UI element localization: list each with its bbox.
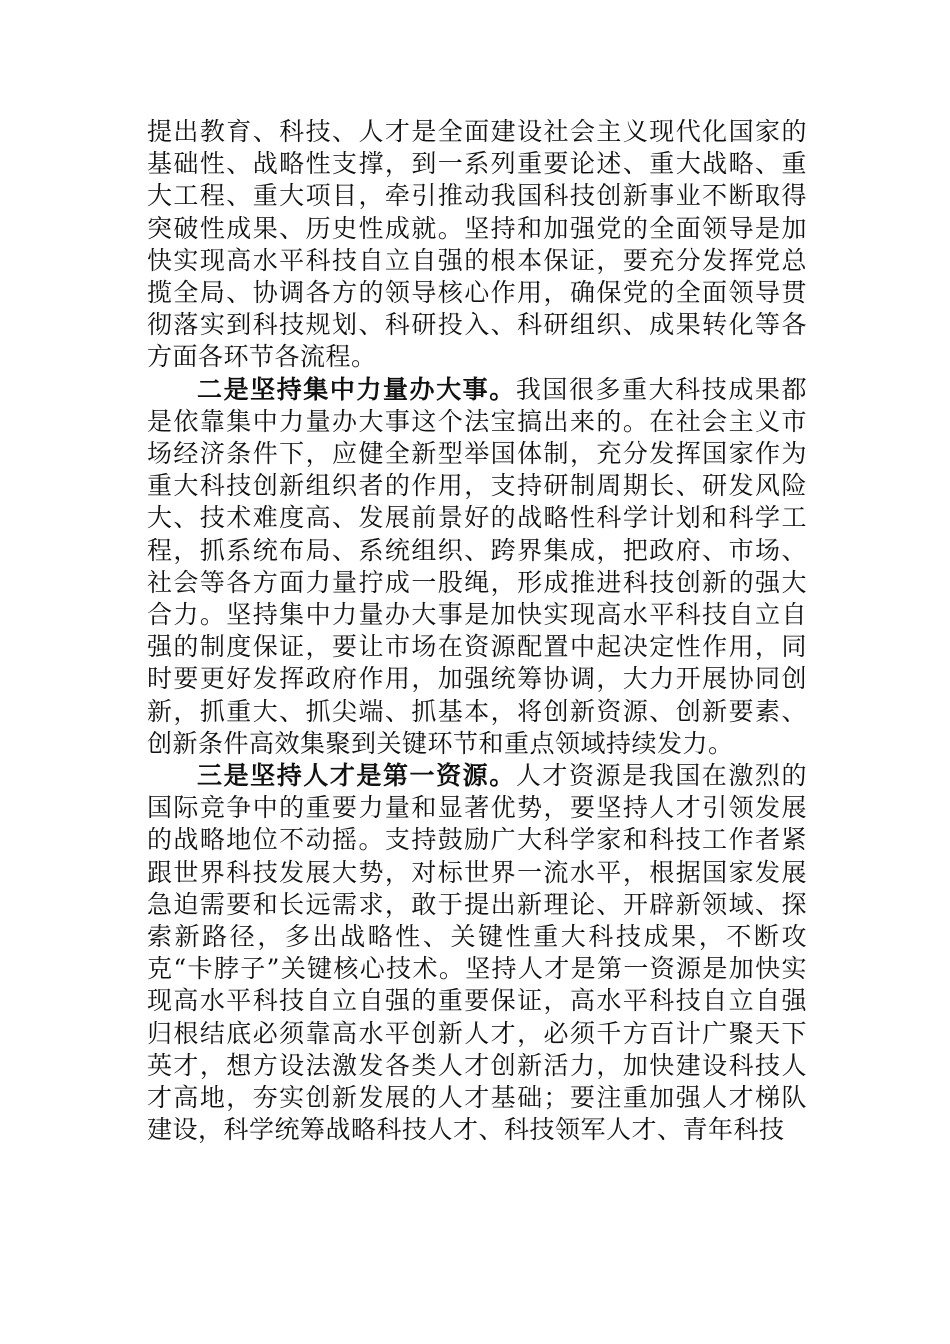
paragraph-1 — [147, 116, 807, 374]
document-page — [147, 116, 807, 1147]
paragraph-1-body: 提出教育、科技、人才是全面建设社会主义现代化国家的基础性、战略性支撑，到一系列重要论述、重大战略、重大工程、重大项目，牵引推动我国科技创新事业不断取得突破性成果、历史性成就。坚持和加强党的全面领导是加快实现高水平科技自立自强的根本保证，要充分发挥党总揽全局、协调各方的领导核心作用，确保党的全面领导贯彻落实到科技规划、科研投入、科研组织、成果转化等各方面各环节各流程。 — [147, 117, 807, 372]
paragraph-3-body: 人才资源是我国在激烈的国际竞争中的重要力量和显著优势，要坚持人才引领发展的战略地位不动摇。支持鼓励广大科学家和科技工作者紧跟世界科技发展大势，对标世界一流水平，根据国家发展急迫需要和长远需求，敢于提出新理论、开辟新领域、探索新路径，多出战略性、关键性重大科技成果，不断攻克“卡脖子”关键核心技术。坚持人才是第一资源是加快实现高水平科技自立自强的重要保证，高水平科技自立自强归根结底必须靠高水平创新人才，必须千方百计广聚天下英才，想方设法激发各类人才创新活力，加快建设科技人才高地，夯实创新发展的人才基础；要注重加强人才梯队建设，科学统筹战略科技人才、科技领军人才、青年科技 — [147, 761, 807, 1145]
paragraph-2-lead: 二是坚持集中力量办大事。 — [197, 374, 516, 404]
paragraph-3-lead: 三是坚持人才是第一资源。 — [197, 761, 516, 791]
paragraph-2-body: 我国很多重大科技成果都是依靠集中力量办大事这个法宝搞出来的。在社会主义市场经济条件下，应健全新型举国体制，充分发挥国家作为重大科技创新组织者的作用，支持研制周期长、研发风险大、技术难度高、发展前景好的战略性科学计划和科学工程，抓系统布局、系统组织、跨界集成，把政府、市场、社会等各方面力量拧成一股绳，形成推进科技创新的强大合力。坚持集中力量办大事是加快实现高水平科技自立自强的制度保证，要让市场在资源配置中起决定性作用，同时要更好发挥政府作用，加强统筹协调，大力开展协同创新，抓重大、抓尖端、抓基本，将创新资源、创新要素、创新条件高效集聚到关键环节和重点领域持续发力。 — [147, 374, 807, 758]
paragraph-2 — [147, 374, 807, 760]
paragraph-3 — [147, 760, 807, 1146]
